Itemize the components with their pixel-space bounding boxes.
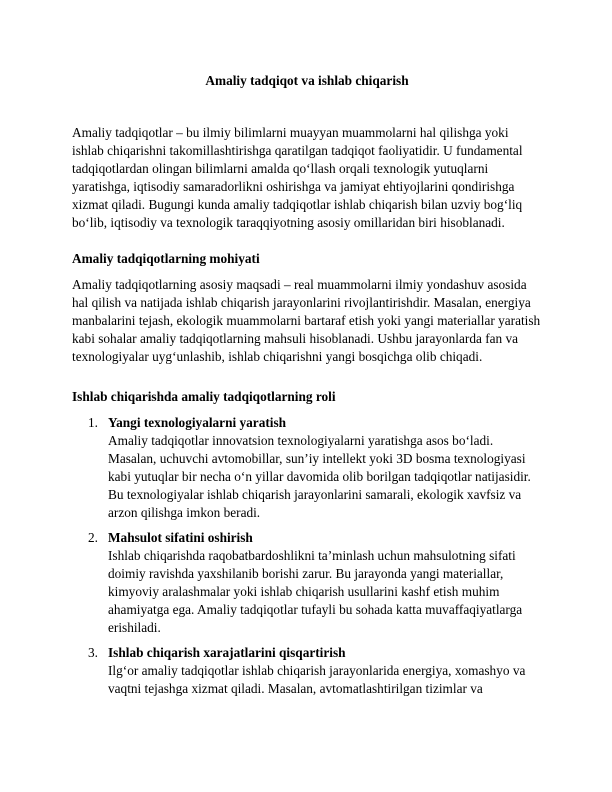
numbered-list	[72, 414, 542, 705]
list-item-title: Mahsulot sifatini oshirish	[108, 530, 253, 545]
section-paragraph-mohiyati: Amaliy tadqiqotlarning asosiy maqsadi – real muammolarni ilmiy yondashuv asosida hal qilish va natijada ishlab chiqarish jarayonlarini rivojlantirishdir. Masalan, energiya manbalarini tejash, ekologik muammolarni bartaraf etish yoki yangi materiallar yaratish kabi sohalar amaliy tadqiqotlarning mahsuli hisoblanadi. Ushbu jarayonlarda fan va texnologiyalar uyg‘unlashib, ishlab chiqarishni yangi bosqichga olib chiqadi.	[72, 277, 541, 364]
list-item-number: 1.	[88, 415, 98, 430]
intro-paragraph: Amaliy tadqiqotlar – bu ilmiy bilimlarni muayyan muammolarni hal qilishga yoki ishlab chiqarishni takomillashtirishga qaratilgan tadqiqot faoliyatidir. U fundamental tadqiqotlardan olingan bilimlarni amalda qo‘llash orqali texnologik yutuqlarni yaratishga, iqtisodiy samaradorlikni oshirishga va jamiyat ehtiyojlarini qondirishga xizmat qiladi. Bugungi kunda amaliy tadqiqotlar ishlab chiqarish bilan uzviy bog‘liq bo‘lib, iqtisodiy va texnologik taraqqiyotning asosiy omillaridan biri hisoblanadi.	[72, 125, 523, 230]
list-item-text: Amaliy tadqiqotlar innovatsion texnologiyalarni yaratishga asos bo‘ladi. Masalan, uchuvchi avtomobillar, sun’iy intellekt yoki 3D bosma texnologiyasi kabi yutuqlar bir necha o‘n yillar davomida olib borilgan tadqiqotlar natijasidir. Bu texnologiyalar ishlab chiqarish jarayonlarini samarali, ekologik xavfsiz va arzon qilishga imkon beradi.	[108, 433, 531, 520]
list-item	[72, 644, 542, 698]
list-item	[72, 414, 542, 522]
list-item-title: Yangi texnologiyalarni yaratish	[108, 415, 287, 430]
section-heading-mohiyati: Amaliy tadqiqotlarning mohiyati	[72, 251, 260, 266]
document-title: Amaliy tadqiqot va ishlab chiqarish	[205, 73, 409, 88]
section-heading-roli: Ishlab chiqarishda amaliy tadqiqotlarning roli	[72, 389, 336, 404]
list-item-number: 2.	[88, 530, 98, 545]
list-item-number: 3.	[88, 645, 98, 660]
list-item-text: Ishlab chiqarishda raqobatbardoshlikni ta’minlash uchun mahsulotning sifati doimiy ravishda yaxshilanib borishi zarur. Bu jarayonda yangi materiallar, kimyoviy aralashmalar yoki ishlab chiqarish usullarini kashf etish muhim ahamiyatga ega. Amaliy tadqiqotlar tufayli bu sohada katta muvaffaqiyatlarga erishiladi.	[108, 548, 523, 635]
list-item-title: Ishlab chiqarish xarajatlarini qisqartirish	[108, 645, 346, 660]
list-item-text: Ilg‘or amaliy tadqiqotlar ishlab chiqarish jarayonlarida energiya, xomashyo va vaqtni tejashga xizmat qiladi. Masalan, avtomatlashtirilgan tizimlar va	[108, 663, 526, 696]
list-item	[72, 529, 542, 637]
